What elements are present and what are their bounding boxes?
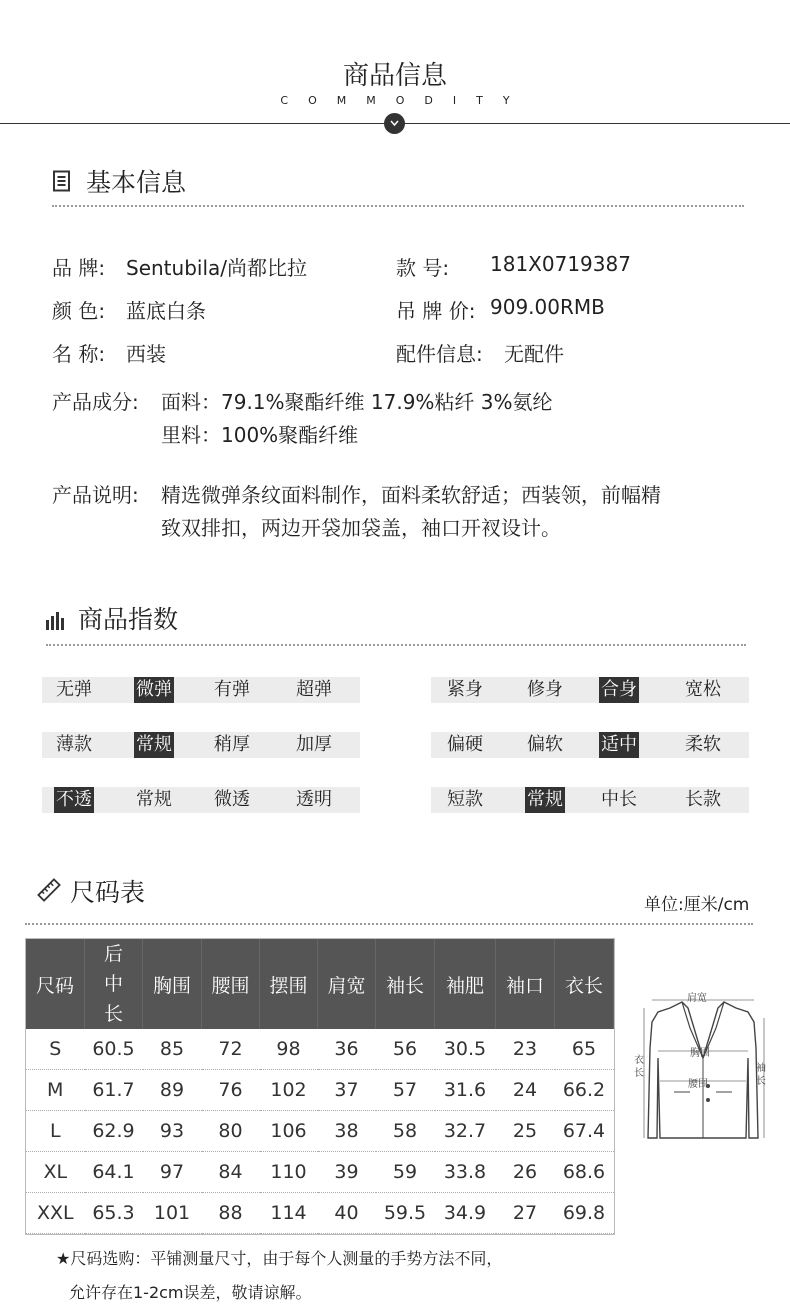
index-option-selected[interactable]: 不透 [54,787,94,813]
color-label: 颜 色: [52,299,106,323]
table-cell: 24 [496,1070,555,1111]
index-option[interactable]: 长款 [685,789,721,810]
color-value: 蓝底白条 [126,299,206,323]
table-cell: 101 [143,1193,202,1234]
index-option[interactable]: 修身 [527,679,563,700]
name-value: 西装 [126,342,166,366]
size-table-header: 后中长 [85,939,143,1029]
bar-chart-icon [46,612,66,634]
index-group [431,677,749,703]
table-cell: 65.3 [85,1193,143,1234]
jacket-diagram [630,988,770,1148]
index-group [431,732,749,758]
index-option[interactable]: 加厚 [296,734,332,755]
price-value: 909.00RMB [490,295,605,319]
index-group [42,787,360,813]
table-cell: 56 [376,1029,435,1070]
table-cell: 37 [318,1070,376,1111]
index-option[interactable]: 透明 [296,789,332,810]
table-cell: 60.5 [85,1029,143,1070]
table-cell: 66.2 [555,1070,614,1111]
table-row [26,1152,614,1193]
index-option[interactable]: 稍厚 [214,734,250,755]
price-label: 吊 牌 价: [396,299,476,323]
diagram-waist-label: 腰围 [688,1079,708,1090]
name-label: 名 称: [52,342,106,366]
index-option[interactable]: 常规 [136,789,172,810]
style-label: 款 号: [396,256,450,280]
index-group [42,732,360,758]
table-cell: 98 [260,1029,318,1070]
size-note-line-2: 允许存在1-2cm误差，敬请谅解。 [69,1283,312,1302]
index-option[interactable]: 无弹 [56,679,92,700]
table-cell: 30.5 [435,1029,496,1070]
table-row [26,1070,614,1111]
table-cell: 61.7 [85,1070,143,1111]
table-cell: 97 [143,1152,202,1193]
index-option[interactable]: 宽松 [685,679,721,700]
size-table-wrapper [25,938,615,1235]
size-table-header: 袖口 [496,939,555,1029]
table-cell: 106 [260,1111,318,1152]
table-cell: XL [26,1152,85,1193]
index-option[interactable]: 短款 [447,789,483,810]
index-option-selected[interactable]: 合身 [599,677,639,703]
table-cell: 23 [496,1029,555,1070]
table-cell: 65 [555,1029,614,1070]
index-option-selected[interactable]: 适中 [599,732,639,758]
table-cell: 40 [318,1193,376,1234]
table-cell: 110 [260,1152,318,1193]
size-table-header: 袖长 [376,939,435,1029]
page-title: 商品信息 [342,61,447,91]
table-cell: 38 [318,1111,376,1152]
dotted-divider [25,923,753,925]
index-option[interactable]: 薄款 [56,734,92,755]
table-cell: 68.6 [555,1152,614,1193]
brand-value: Sentubila/尚都比拉 [126,256,307,280]
table-cell: 31.6 [435,1070,496,1111]
table-cell: 64.1 [85,1152,143,1193]
table-cell: 84 [202,1152,260,1193]
table-cell: 88 [202,1193,260,1234]
table-row [26,1029,614,1070]
table-cell: 36 [318,1029,376,1070]
composition-line-2: 里料：100%聚酯纤维 [161,423,359,447]
description-label: 产品说明: [52,483,139,507]
dotted-divider [46,644,746,646]
table-cell: M [26,1070,85,1111]
size-table-header: 胸围 [143,939,202,1029]
table-cell: 80 [202,1111,260,1152]
table-cell: S [26,1029,85,1070]
index-option[interactable]: 微透 [214,789,250,810]
size-table-header: 摆围 [260,939,318,1029]
table-cell: 26 [496,1152,555,1193]
table-cell: 25 [496,1111,555,1152]
index-option[interactable]: 偏硬 [447,734,483,755]
table-row [26,1111,614,1152]
table-cell: 114 [260,1193,318,1234]
table-cell: 67.4 [555,1111,614,1152]
description-line-2: 致双排扣，两边开袋加袋盖，袖口开衩设计。 [161,516,561,540]
table-row [26,1193,614,1234]
document-icon [52,170,72,196]
table-cell: 59.5 [376,1193,435,1234]
table-cell: 72 [202,1029,260,1070]
diagram-chest-label: 胸围 [690,1048,710,1059]
index-option[interactable]: 有弹 [214,679,250,700]
index-option[interactable]: 柔软 [685,734,721,755]
dotted-divider [52,205,744,207]
table-cell: 62.9 [85,1111,143,1152]
index-option[interactable]: 超弹 [296,679,332,700]
size-table-header: 腰围 [202,939,260,1029]
unit-label: 单位:厘米/cm [644,895,750,915]
index-option[interactable]: 紧身 [447,679,483,700]
table-cell: 34.9 [435,1193,496,1234]
table-cell: 27 [496,1193,555,1234]
accessory-label: 配件信息: [396,342,483,366]
table-cell: 58 [376,1111,435,1152]
composition-line-1: 面料：79.1%聚酯纤维 17.9%粘纤 3%氨纶 [161,390,553,414]
composition-label: 产品成分: [52,390,139,414]
page-subtitle: COMMODITY [280,94,530,107]
ruler-icon [37,878,61,906]
description-line-1: 精选微弹条纹面料制作，面料柔软舒适；西装领，前幅精 [161,483,661,507]
table-cell: 89 [143,1070,202,1111]
table-cell: 57 [376,1070,435,1111]
index-option-selected[interactable]: 常规 [525,787,565,813]
table-cell: 85 [143,1029,202,1070]
index-group [431,787,749,813]
chevron-down-icon[interactable] [384,113,405,134]
index-group [42,677,360,703]
section-title-basic: 基本信息 [86,168,187,197]
table-cell: 33.8 [435,1152,496,1193]
accessory-value: 无配件 [504,342,564,366]
table-cell: 76 [202,1070,260,1111]
size-table-header: 尺码 [26,939,85,1029]
table-cell: 39 [318,1152,376,1193]
size-table [26,939,614,1234]
size-table-header: 衣长 [555,939,614,1029]
index-option-selected[interactable]: 微弹 [134,677,174,703]
table-cell: 59 [376,1152,435,1193]
table-cell: 102 [260,1070,318,1111]
size-table-header: 袖肥 [435,939,496,1029]
size-table-header: 肩宽 [318,939,376,1029]
table-cell: L [26,1111,85,1152]
table-cell: XXL [26,1193,85,1234]
table-cell: 32.7 [435,1111,496,1152]
section-title-indices: 商品指数 [78,605,179,634]
index-option-selected[interactable]: 常规 [134,732,174,758]
brand-label: 品 牌: [52,256,106,280]
diagram-sleeve-label: 袖长 [756,1063,766,1087]
index-option[interactable]: 中长 [601,789,637,810]
diagram-length-label: 衣长 [634,1055,644,1079]
table-cell: 93 [143,1111,202,1152]
section-title-size: 尺码表 [70,878,146,907]
diagram-shoulder-label: 肩宽 [687,993,707,1004]
table-cell: 69.8 [555,1193,614,1234]
size-note-line-1: ★尺码选购：平铺测量尺寸，由于每个人测量的手势方法不同， [56,1249,503,1268]
style-value: 181X0719387 [490,252,631,276]
index-option[interactable]: 偏软 [527,734,563,755]
